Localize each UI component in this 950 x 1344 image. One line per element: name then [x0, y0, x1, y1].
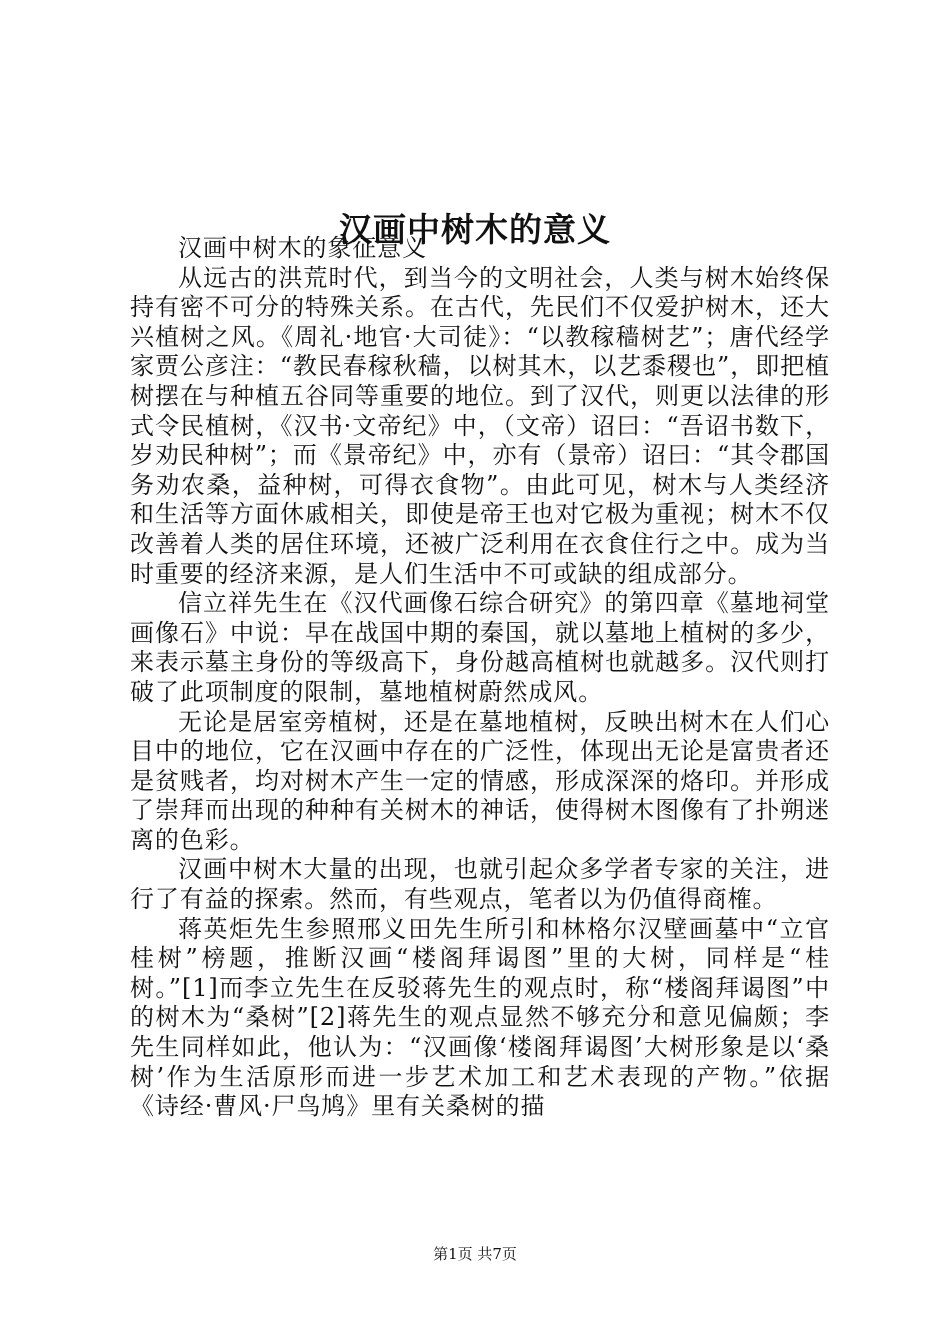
body-paragraph: 蒋英炬先生参照邢义田先生所引和林格尔汉壁画墓中“立官桂树”榜题，推断汉画“楼阁拜谒图”里的大树，同样是“桂树。”[1]而李立先生在反驳蒋先生的观点时，称“楼阁拜谒图”中的树木为“桑树”[2]蒋先生的观点显然不够充分和意见偏颇；李先生同样如此，他认为：“汉画像‘楼阁拜谒图’大树形象是以‘桑树’作为生活原形而进一步艺术加工和艺术表现的产物。”依据《诗经·曹风·尸鸟鸠》里有关桑树的描 [130, 914, 830, 1121]
body-paragraph: 汉画中树木大量的出现，也就引起众多学者专家的关注，进行了有益的探索。然而，有些观点，笔者以为仍值得商榷。 [130, 855, 830, 914]
subtitle-paragraph: 汉画中树木的象征意义 [178, 234, 427, 262]
body-paragraph: 从远古的洪荒时代，到当今的文明社会，人类与树木始终保持有密不可分的特殊关系。在古代，先民们不仅爱护树木，还大兴植树之风。《周礼·地官·大司徒》：“以教稼穑树艺”；唐代经学家贾公彦注：“教民春稼秋穑，以树其木，以艺黍稷也”，即把植树摆在与种植五谷同等重要的地位。到了汉代，则更以法律的形式令民植树，《汉书·文帝纪》中，（文帝）诏曰：“吾诏书数下，岁劝民种树”；而《景帝纪》中，亦有（景帝）诏曰：“其令郡国务劝农桑，益种树，可得衣食物”。由此可见，树木与人类经济和生活等方面休戚相关，即使是帝王也对它极为重视；树木不仅改善着人类的居住环境，还被广泛利用在衣食住行之中。成为当时重要的经济来源，是人们生活中不可或缺的组成部分。 [130, 263, 830, 588]
body-paragraph: 无论是居室旁植树，还是在墓地植树，反映出树木在人们心目中的地位，它在汉画中存在的广泛性，体现出无论是富贵者还是贫贱者，均对树木产生一定的情感，形成深深的烙印。并形成了崇拜而出现的种种有关树木的神话，使得树木图像有了扑朔迷离的色彩。 [130, 707, 830, 854]
document-title: 汉画中树木的意义 [339, 210, 611, 250]
document-body [130, 234, 830, 1122]
page-footer: 第1页 共7页 [433, 1245, 517, 1263]
body-paragraph: 信立祥先生在《汉代画像石综合研究》的第四章《墓地祠堂画像石》中说：早在战国中期的秦国，就以墓地上植树的多少，来表示墓主身份的等级高下，身份越高植树也就越多。汉代则打破了此项制度的限制，墓地植树蔚然成风。 [130, 589, 830, 706]
